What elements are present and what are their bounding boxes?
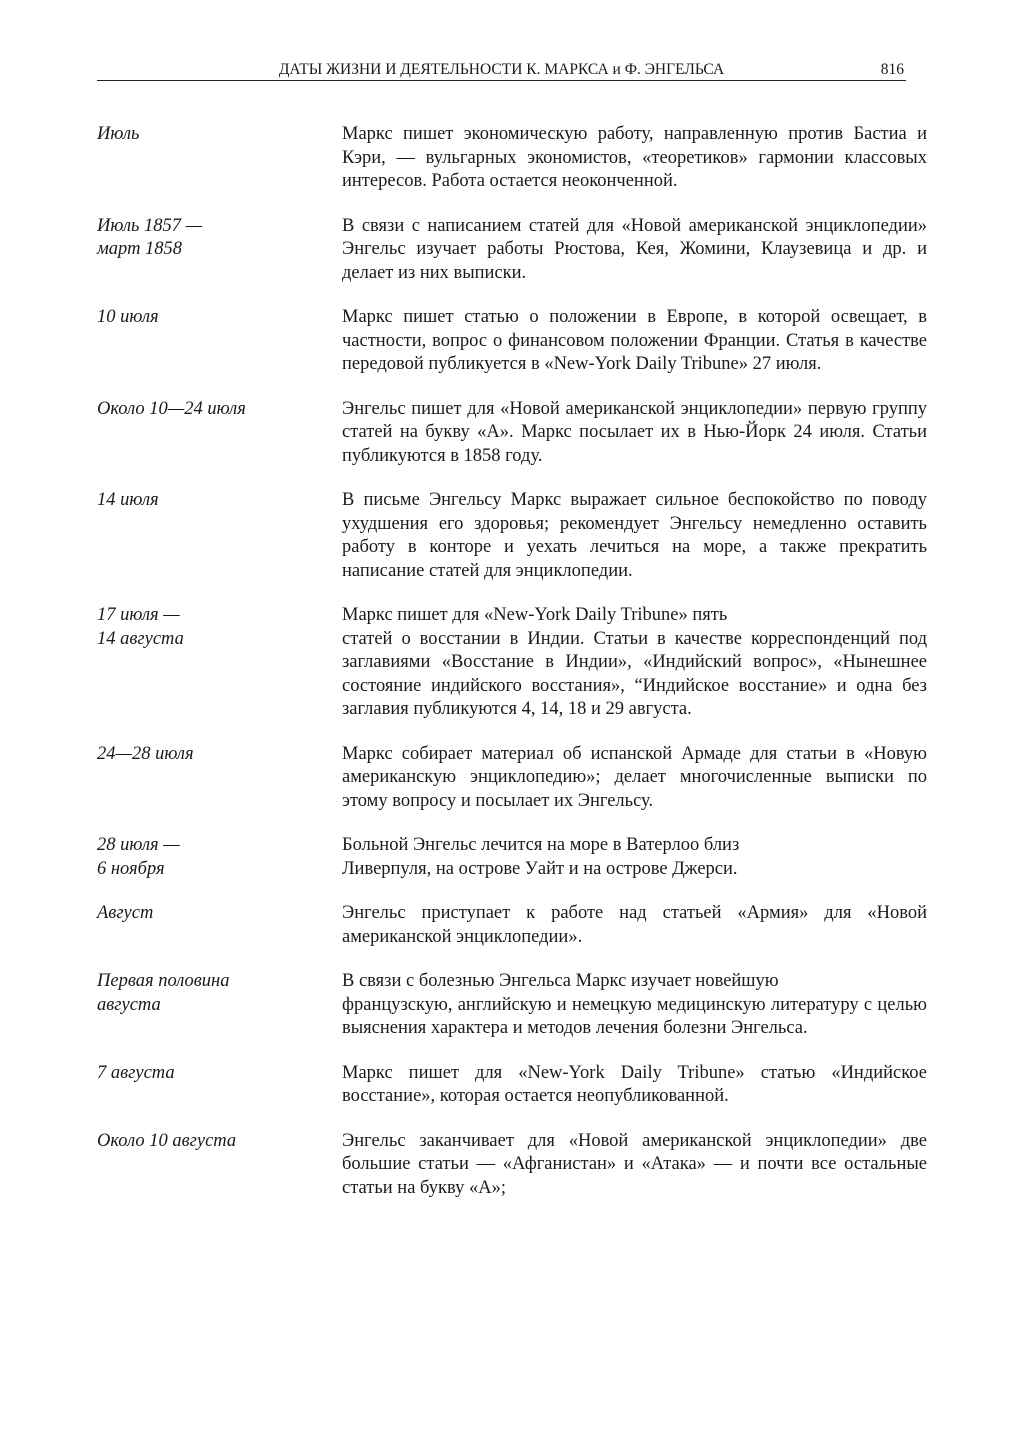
- entry-date: Около 10 августа: [97, 1130, 237, 1151]
- entry-date: Август: [97, 903, 154, 923]
- chronology-entry: [97, 970, 927, 1041]
- chronology-entry: [97, 604, 927, 722]
- chronology-entry: [97, 123, 927, 194]
- entry-date: 28 июля — 6 ноября: [97, 835, 180, 879]
- entry-date: 14 июля: [97, 490, 159, 510]
- chronology-entry: [97, 1130, 927, 1201]
- chronology-entry: [97, 743, 927, 814]
- entry-text: В письме Энгельсу Маркс выражает сильное беспокойство по поводу ухудшения его здоровья; рекомендует Энгельсу немедленно оставить работу в конторе и уехать лечиться на море, а также прекратить написание статей для энциклопедии.: [342, 490, 927, 581]
- entry-date: Июль: [97, 124, 140, 144]
- entry-text: Энгельс приступает к работе над статьей «Армия» для «Новой американской энциклопедии».: [342, 903, 927, 947]
- entry-date: 17 июля — 14 августа: [97, 605, 184, 649]
- chronology-entry: [97, 1062, 927, 1109]
- entry-date: 10 июля: [97, 307, 159, 327]
- chronology-entry: [97, 834, 927, 881]
- entry-text: Больной Энгельс лечится на море в Ватерлоо близ Ливерпуля, на острове Уайт и на острове Джерси.: [342, 835, 740, 879]
- entry-text: Энгельс пишет для «Новой американской энциклопедии» первую группу статей на букву «А». Маркс посылает их в Нью-Йорк 24 июля. Статьи публикуются в 1858 году.: [342, 398, 927, 466]
- entry-text: Маркс пишет экономическую работу, направленную против Бастиа и Кэри, — вульгарных экономистов, «теоретиков» гармонии классовых интересов. Работа остается неоконченной.: [342, 124, 927, 191]
- entry-date: Около 10—24 июля: [97, 398, 246, 419]
- page-number: 816: [880, 61, 904, 78]
- chronology-entry: [97, 306, 927, 377]
- entry-date: 7 августа: [97, 1062, 175, 1083]
- entry-text: Маркс пишет для «New-York Daily Tribune» статью «Индийское восстание», которая остается неопубликованной.: [342, 1062, 927, 1106]
- chronology-entry: [97, 398, 927, 469]
- running-header: [97, 58, 906, 81]
- entry-text: Энгельс заканчивает для «Новой американской энциклопедии» две большие статьи — «Афганистан» и «Атака» — и почти все остальные статьи на букву «А»;: [342, 1130, 927, 1198]
- entry-text: Маркс пишет статью о положении в Европе, в которой освещает, в частности, вопрос о финансовом положении Франции. Статья в качестве передовой публикуется в «New-York Daily Tribune» 27 июля.: [342, 307, 927, 374]
- chronology-entry: [97, 215, 927, 286]
- header-title: ДАТЫ ЖИЗНИ И ДЕЯТЕЛЬНОСТИ К. МАРКСА и Ф. ЭНГЕЛЬСА: [278, 61, 725, 78]
- entry-date: 24—28 июля: [97, 743, 194, 764]
- chronology-entry: [97, 489, 927, 583]
- entry-text: В связи с написанием статей для «Новой американской энциклопедии» Энгельс изучает работы Рюстова, Кея, Жомини, Клаузевица и др. и делает из них выписки.: [342, 215, 927, 283]
- chronology-list: [97, 123, 927, 1200]
- entry-text: Маркс собирает материал об испанской Армаде для статьи в «Новую американскую энциклопедию»; делает многочисленные выписки по этому вопросу и посылает их Энгельсу.: [342, 743, 927, 811]
- entry-text: Маркс пишет для «New-York Daily Tribune» пять статей о восстании в Индии. Статьи в качестве корреспонденций под заглавиями «Восстание в Индии», «Индийский вопрос», «Нынешнее состояние индийского восстания», “Индийское восстание» и одна без заглавия публикуются 4, 14, 18 и 29 августа.: [342, 605, 927, 719]
- entry-text: В связи с болезнью Энгельса Маркс изучает новейшую французскую, английскую и немецкую медицинскую литературу с целью выяснения характера и методов лечения болезни Энгельса.: [342, 971, 927, 1038]
- entry-date: Июль 1857 — март 1858: [97, 215, 203, 259]
- entry-date: Первая половина августа: [97, 971, 230, 1015]
- chronology-entry: [97, 902, 927, 949]
